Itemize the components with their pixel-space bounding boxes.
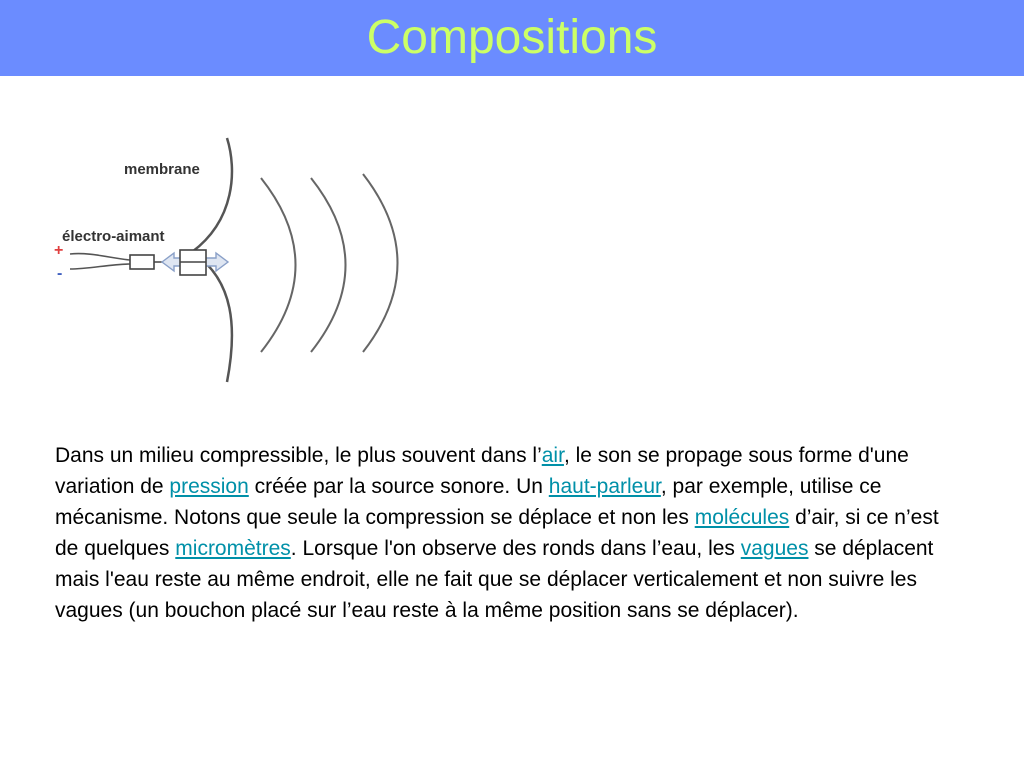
- link-vagues[interactable]: vagues: [740, 537, 809, 560]
- text-segment: se déplacent mais l'eau reste au même endroit, elle ne fait que se déplacer verticalement et non suivre les vagues (un bouchon placé sur l’eau reste à la même position sans se déplacer).: [55, 537, 934, 622]
- sound-wave-2: [311, 178, 346, 352]
- link-air[interactable]: air: [541, 444, 564, 467]
- title-bar: [0, 0, 1024, 76]
- text-segment: d’air, si ce n’est de quelques: [55, 506, 939, 560]
- text-segment: , par exemple, utilise ce mécanisme. Notons que seule la compression se déplace et non les: [55, 475, 882, 529]
- wire-top: [70, 254, 130, 260]
- magnet-box: [130, 255, 154, 269]
- link-molecules[interactable]: molécules: [694, 506, 790, 529]
- wire-bottom: [70, 264, 130, 269]
- link-haut-parleur[interactable]: haut-parleur: [548, 475, 661, 498]
- plus-sign: +: [54, 242, 64, 259]
- sound-wave-3: [363, 174, 398, 352]
- link-micrometres[interactable]: micromètres: [175, 537, 291, 560]
- electromagnet-label: électro-aimant: [62, 228, 165, 245]
- text-segment: Dans un milieu compressible, le plus souvent dans l’: [55, 444, 542, 467]
- membrane-label: membrane: [124, 161, 200, 178]
- sound-wave-1: [261, 178, 296, 352]
- text-segment: . Lorsque l'on observe des ronds dans l’eau, les: [290, 537, 741, 560]
- text-segment: créée par la source sonore. Un: [248, 475, 549, 498]
- minus-sign: -: [57, 265, 63, 282]
- loudspeaker-diagram: [40, 130, 420, 390]
- page-title: Compositions: [366, 11, 658, 64]
- body-paragraph: [55, 440, 955, 626]
- link-pression[interactable]: pression: [169, 475, 249, 498]
- text-segment: , le son se propage sous forme d'une variation de: [55, 444, 909, 498]
